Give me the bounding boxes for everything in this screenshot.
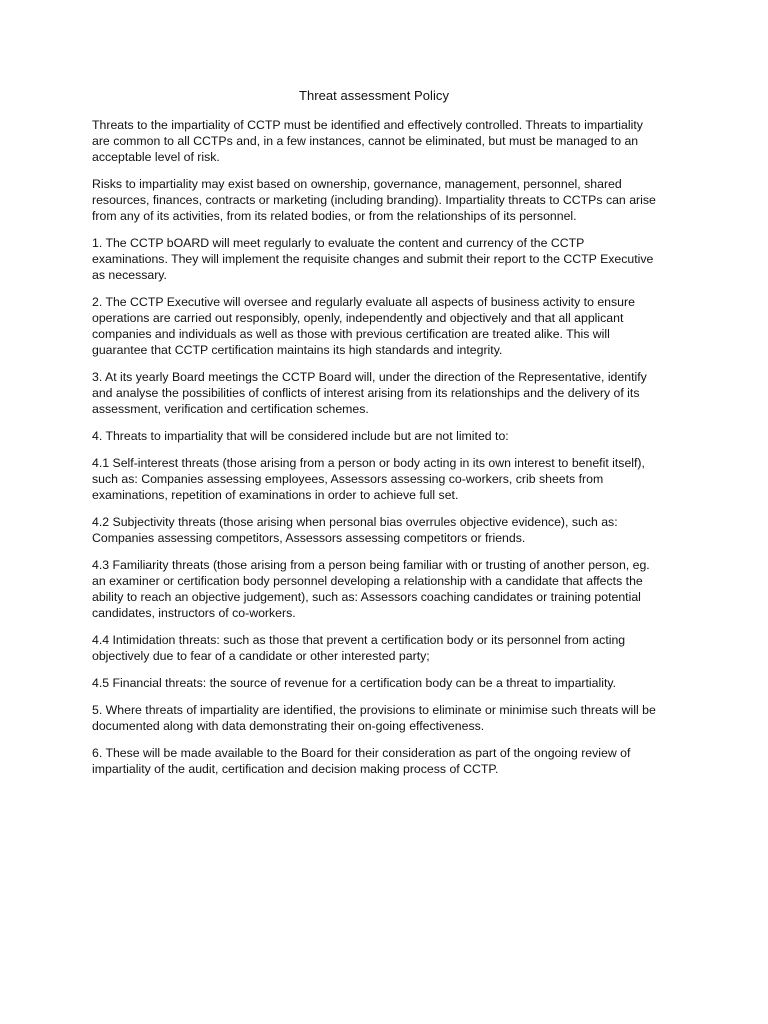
paragraph-item-4: 4. Threats to impartiality that will be considered include but are not limited to: bbox=[92, 429, 509, 443]
paragraph-item-6: 6. These will be made available to the Board for their consideration as part of the ongoing review of impartiality of the audit, certification and decision making process of CCTP. bbox=[92, 746, 631, 776]
paragraph-intro: Threats to the impartiality of CCTP must be identified and effectively controlled. Threats to impartiality are common to all CCTPs and, in a few instances, cannot be eliminated, but must be managed to an acceptable level of risk. bbox=[92, 118, 643, 164]
paragraph-item-4-3: 4.3 Familiarity threats (those arising from a person being familiar with or trusting of another person, eg. an examiner or certification body personnel developing a relationship with a candidate that affects the ability to reach an objective judgement), such as: Assessors coaching candidates or training potential candidates, instructors of co-workers. bbox=[92, 558, 650, 620]
paragraph-item-3: 3. At its yearly Board meetings the CCTP Board will, under the direction of the Representative, identify and analyse the possibilities of conflicts of interest arising from its relationships and the delivery of its assessment, verification and certification schemes. bbox=[92, 370, 647, 416]
paragraph-item-4-5: 4.5 Financial threats: the source of revenue for a certification body can be a threat to impartiality. bbox=[92, 676, 617, 690]
paragraph-item-4-1: 4.1 Self-interest threats (those arising from a person or body acting in its own interest to benefit itself), such as: Companies assessing employees, Assessors assessing co-workers, crib sheets from examinations, repetition of examinations in order to achieve full set. bbox=[92, 456, 645, 502]
paragraph-item-4-2: 4.2 Subjectivity threats (those arising when personal bias overrules objective evidence), such as: Companies assessing competitors, Assessors assessing competitors or friends. bbox=[92, 515, 618, 545]
paragraph-item-5: 5. Where threats of impartiality are identified, the provisions to eliminate or minimise such threats will be documented along with data demonstrating their on-going effectiveness. bbox=[92, 703, 656, 733]
document-title: Threat assessment Policy bbox=[298, 88, 450, 103]
paragraph-item-2: 2. The CCTP Executive will oversee and regularly evaluate all aspects of business activity to ensure operations are carried out responsibly, openly, independently and objectively and that all applicant companies and individuals as well as those with previous certification are treated alike. This will guarantee that CCTP certification maintains its high standards and integrity. bbox=[92, 295, 635, 357]
paragraph-risks: Risks to impartiality may exist based on ownership, governance, management, personnel, shared resources, finances, contracts or marketing (including branding). Impartiality threats to CCTPs can arise from any of its activities, from its related bodies, or from the relationships of its personnel. bbox=[92, 177, 656, 223]
paragraph-item-4-4: 4.4 Intimidation threats: such as those that prevent a certification body or its personnel from acting objectively due to fear of a candidate or other interested party; bbox=[92, 633, 626, 663]
paragraph-item-1: 1. The CCTP bOARD will meet regularly to evaluate the content and currency of the CCTP examinations. They will implement the requisite changes and submit their report to the CCTP Executive as necessary. bbox=[92, 236, 654, 282]
